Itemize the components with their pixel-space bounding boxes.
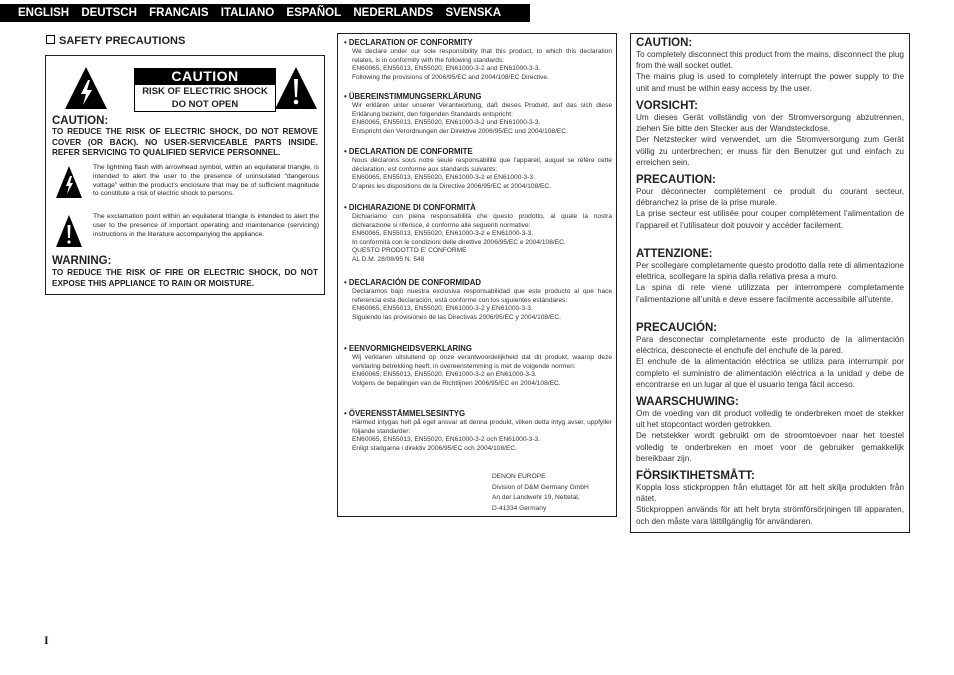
lang-svenska[interactable]: SVENSKA	[445, 7, 502, 19]
caution-section-body: Om de voeding van dit product volledig te onderbreken moet de stekker uit het stopcontact worden getrokken. De netstekker wordt gebruikt om de stroomtoevoer naar het toestel volledig te onderbreken en moet voor de gebruiker gemakkelijk bereikbaar zijn.	[636, 409, 904, 463]
lang-francais[interactable]: FRANCAIS	[149, 7, 209, 19]
warning-heading: WARNING:	[52, 255, 112, 267]
caution-label: CAUTION	[134, 68, 276, 84]
caution-section-body: Para desconectar completamente este producto de la alimentación eléctrica, desconecte el enchufe del enchufe de la pared. El enchufe de la alimentación eléctrica se utiliza para interrumpir por completo el suministro de alimentación eléctrica a la unidad y debe de encontrarse en un lugar al que el usuario tenga fácil acceso.	[636, 335, 904, 389]
caution-section-heading: WAARSCHUWING:	[636, 396, 739, 408]
lightning-triangle-icon	[64, 66, 108, 110]
caution-section-body: Pour déconnecter complètement ce produit du courant secteur, débranchez la prise de la prise murale. La prise secteur est utilisée pour couper complètement l’alimentation de l’appareil et l’utilisateur doit pouvoir y accéder facilement.	[636, 187, 904, 230]
declaration-body: Nous déclarons sous notre seule responsabilité que l’appareil, auquel se réfère cette déclaration, est conforme aux standards suivants: EN60065, EN55013, EN55020, EN61000-3-2 et EN61000-3-3. D’après les dispositions de la Directive 2006/95/EC et 2004/108/EC.	[352, 157, 612, 190]
declaration-nl	[344, 344, 612, 388]
caution-nl	[636, 396, 904, 464]
caution-section-heading: ATTENZIONE:	[636, 248, 713, 260]
declaration-fr	[344, 147, 612, 191]
caution-text: TO REDUCE THE RISK OF ELECTRIC SHOCK, DO NOT REMOVE COVER (OR BACK). NO USER-SERVICEABLE PARTS INSIDE. REFER SERVICING TO QUALIFIED SERVICE PERSONNEL.	[52, 127, 318, 157]
page-number: I	[44, 633, 49, 647]
caution-section-body: Koppla loss stickproppen från eluttaget för att helt skilja produkten från nätet. Stickproppen används för att helt bryta strömförsörjningen till apparaten, och den måste vara lättillgänglig för användaren.	[636, 483, 904, 526]
declaration-es	[344, 278, 612, 322]
declaration-heading: • ÜBEREINSTIMMUNGSERKLÄRUNG	[344, 92, 612, 101]
caution-section-body: To completely disconnect this product from the mains, disconnect the plug from the wall socket outlet. The mains plug is used to completely interrupt the power supply to the unit and must be within easy access by the user.	[636, 50, 904, 93]
declaration-body: Wij verklaren uitsluitend op onze verantwoordelijkheid dat dit produkt, waarop deze verklaring betrekking heeft, in overeenstemming is met de volgende normen: EN60065, EN55013, EN55020, EN61000-3-2 en EN61000-3-3. Volgens de bepalingen van de Richtlijnen 2006/95/EC en 2004/108/EC.	[352, 354, 612, 387]
caution-de	[636, 100, 904, 168]
declaration-heading: • DECLARATION DE CONFORMITE	[344, 147, 612, 156]
declaration-body: Declaramos bajo nuestra exclusiva responsabilidad que este producto al que hace referencia esta declaración, está conforme con los siguientes estándares: EN60065, EN55013, EN55020, EN61000-3-2 y EN61000-3-3. Siguiendo las provisiones de las Directivas 2006/95/EC y 2004/108/EC.	[352, 288, 612, 321]
language-bar	[0, 4, 530, 22]
caution-heading: CAUTION:	[52, 115, 109, 127]
declaration-heading: • EENVORMIGHEIDSVERKLARING	[344, 344, 612, 353]
risk-of-shock-box: RISK OF ELECTRIC SHOCK DO NOT OPEN	[134, 84, 276, 112]
lightning-small-icon	[55, 164, 83, 200]
caution-section-heading: VORSICHT:	[636, 100, 698, 112]
lightning-explanation-text: The lightning flash with arrowhead symbol, within an equilateral triangle, is intended to alert the user to the presence of uninsulated “dangerous voltage” within the product’s enclosure that may be of sufficient magnitude to constitute a risk of electric shock to persons.	[93, 164, 319, 198]
lang-nederlands[interactable]: NEDERLANDS	[353, 7, 434, 19]
declaration-en	[344, 38, 612, 82]
caution-en	[636, 37, 904, 94]
warning-text: TO REDUCE THE RISK OF FIRE OR ELECTRIC SHOCK, DO NOT EXPOSE THIS APPLIANCE TO RAIN OR MOISTURE.	[52, 268, 318, 288]
declaration-sv	[344, 409, 612, 453]
safety-box	[45, 55, 325, 295]
exclamation-triangle-icon	[274, 66, 318, 110]
caution-section-heading: PRECAUCIÓN:	[636, 322, 718, 334]
exclamation-explanation-text: The exclamation point within an equilateral triangle is intended to alert the user to the presence of important operating and maintenance (servicing) instructions in the literature accompanying the appliance.	[93, 213, 319, 238]
lang-english[interactable]: ENGLISH	[18, 7, 70, 19]
checkbox-icon	[46, 35, 55, 44]
caution-fr	[636, 174, 904, 231]
declaration-heading: • ÖVERENSSTÄMMELSESINTYG	[344, 409, 612, 418]
caution-section-heading: PRECAUTION:	[636, 174, 716, 186]
caution-es	[636, 322, 904, 390]
lang-deutsch[interactable]: DEUTSCH	[81, 7, 137, 19]
declaration-it	[344, 203, 612, 265]
caution-label-block	[64, 62, 308, 112]
caution-section-heading: CAUTION:	[636, 37, 693, 49]
declaration-body: We declare under our sole responsibility that this product, to which this declaration relates, is in conformity with the following standards: EN60065, EN55013, EN55020, EN61000-3-2 and EN61000-3-3. Following the provisions of 2006/95/EC and 2004/108/EC Directive.	[352, 48, 612, 81]
lang-italiano[interactable]: ITALIANO	[220, 7, 275, 19]
declaration-heading: • DECLARATION OF CONFORMITY	[344, 38, 612, 47]
declaration-de	[344, 92, 612, 136]
safety-precautions-title: SAFETY PRECAUTIONS	[46, 35, 185, 47]
exclamation-small-icon	[55, 213, 83, 249]
caution-section-body: Um dieses Gerät vollständig von der Stromversorgung abzutrennen, ziehen Sie bitte den Stecker aus der Wandsteckdose. Der Netzstecker wird verwendet, um die Stromversorgung zum Gerät völlig zu unterbrechen; er muss für den Benutzer gut und einfach zu erreichen sein.	[636, 113, 904, 167]
mains-caution-box	[630, 33, 910, 533]
declaration-box	[337, 33, 617, 517]
caution-section-heading: FÖRSIKTIHETSMÅTT:	[636, 470, 755, 482]
declaration-body: Wir erklären unter unserer Verantwortung, daß dieses Produkt, auf das sich diese Erklärung bezieht, den folgenden Standards entspricht: EN60065, EN55013, EN55020, EN61000-3-2 und EN61000-3-3. Entspricht den Verordnungen der Direktive 2006/95/EC und 2004/108/EC.	[352, 102, 612, 135]
declaration-body: Dichiariamo con piena responsabilità che questo prodotto, al quale la nostra dichiarazione si riferisce, è conforme alle seguenti normative: EN60065, EN55013, EN55020, EN61000-3-2 e EN61000-3-3. In conformità con le condizioni delle direttive 2006/95/EC e 2004/108/EC. QUESTO PRODOTTO E’ CONFORME AL D.M. 28/08/95 N. 548	[352, 213, 612, 263]
caution-section-body: Per scollegare completamente questo prodotto dalla rete di alimentazione elettrica, scollegare la spina dalla relativa presa a muro. La spina di rete viene utilizzata per interrompere completamente l’alimentazione all’unità e deve essere facilmente accessibile all’utente.	[636, 261, 904, 304]
caution-it	[636, 248, 904, 305]
manufacturer-address: DENON EUROPE Division of D&M Germany GmbH An der Landwehr 19, Nettetal, D-41334 Germany	[492, 473, 589, 512]
declaration-heading: • DECLARACIÓN DE CONFORMIDAD	[344, 278, 612, 287]
declaration-body: Härmed intygas helt på eget ansvar att denna produkt, vilken detta intyg avser, uppfyller följande standarder: EN60065, EN55013, EN55020, EN61000-3-2 och EN61000-3-3. Enligt stadgarna i direktiv 2006/95/EC och 2004/108/EC.	[352, 419, 612, 452]
caution-sv	[636, 470, 904, 527]
lang-espanol[interactable]: ESPAÑOL	[286, 7, 342, 19]
declaration-heading: • DICHIARAZIONE DI CONFORMITÀ	[344, 203, 612, 212]
